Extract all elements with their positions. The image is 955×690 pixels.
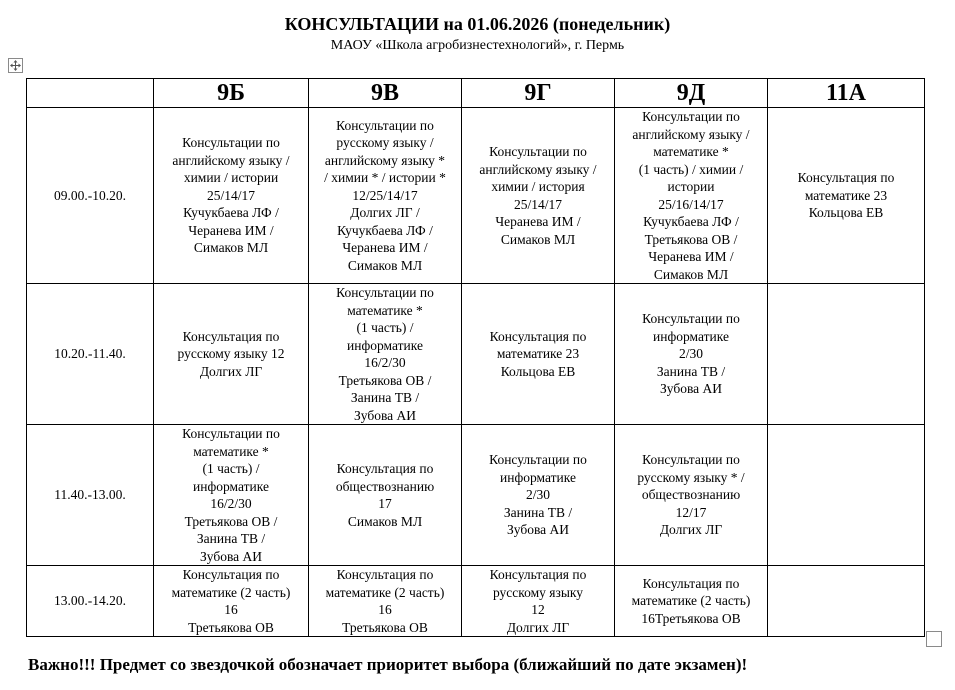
column-header-9g: 9Г	[462, 79, 615, 108]
table-cell: Консультации по математике * (1 часть) / информатике 16/2/30 Третьякова ОВ / Занина ТВ / Зубова АИ	[309, 284, 462, 425]
table-cell: Консультация по математике (2 часть) 16 Третьякова ОВ	[154, 566, 309, 637]
table-row	[27, 108, 925, 284]
table-row	[27, 425, 925, 566]
table-cell: Консультация по математике (2 часть) 16Третьякова ОВ	[615, 566, 768, 637]
table-header-row	[27, 79, 925, 108]
table-cell: Консультации по русскому языку * / обществознанию 12/17 Долгих ЛГ	[615, 425, 768, 566]
column-header-9d: 9Д	[615, 79, 768, 108]
table-cell: Консультации по английскому языку / химии / истории 25/14/17 Кучукбаева ЛФ / Черанева ИМ / Симаков МЛ	[154, 108, 309, 284]
table-cell	[768, 566, 925, 637]
consultation-schedule-table	[26, 78, 925, 637]
table-row	[27, 284, 925, 425]
table-cell: Консультации по математике * (1 часть) / информатике 16/2/30 Третьякова ОВ / Занина ТВ / Зубова АИ	[154, 425, 309, 566]
time-slot: 09.00.-10.20.	[27, 108, 154, 284]
time-slot: 13.00.-14.20.	[27, 566, 154, 637]
table-cell: Консультация по русскому языку 12 Долгих ЛГ	[462, 566, 615, 637]
table-cell: Консультации по английскому языку / математике * (1 часть) / химии / истории 25/16/14/17 Кучукбаева ЛФ / Третьякова ОВ / Черанева ИМ / Симаков МЛ	[615, 108, 768, 284]
table-row	[27, 566, 925, 637]
move-arrows-icon	[10, 60, 21, 71]
column-header-9v: 9В	[309, 79, 462, 108]
table-cell: Консультации по английскому языку / химии / история 25/14/17 Черанева ИМ / Симаков МЛ	[462, 108, 615, 284]
table-cell: Консультации по информатике 2/30 Занина ТВ / Зубова АИ	[462, 425, 615, 566]
column-header-9b: 9Б	[154, 79, 309, 108]
page-title: КОНСУЛЬТАЦИИ на 01.06.2026 (понедельник)	[284, 14, 671, 34]
table-move-handle[interactable]	[8, 58, 23, 73]
table-cell	[768, 284, 925, 425]
table-cell: Консультация по обществознанию 17 Симаков МЛ	[309, 425, 462, 566]
table-cell	[768, 425, 925, 566]
time-slot: 11.40.-13.00.	[27, 425, 154, 566]
page-subtitle: МАОУ «Школа агробизнестехнологий», г. Пермь	[330, 38, 625, 53]
table-cell: Консультации по информатике 2/30 Занина ТВ / Зубова АИ	[615, 284, 768, 425]
table-cell: Консультация по математике 23 Кольцова ЕВ	[462, 284, 615, 425]
column-header-11a: 11А	[768, 79, 925, 108]
important-note: Важно!!! Предмет со звездочкой обозначает приоритет выбора (ближайший по дате экзамен)!	[28, 655, 748, 674]
table-cell: Консультация по математике (2 часть) 16 Третьякова ОВ	[309, 566, 462, 637]
table-cell: Консультации по русскому языку / английскому языку * / химии * / истории * 12/25/14/17 Долгих ЛГ / Кучукбаева ЛФ / Черанева ИМ / Симаков МЛ	[309, 108, 462, 284]
table-resize-handle[interactable]	[926, 631, 942, 647]
column-header-empty	[27, 79, 154, 108]
table-cell: Консультация по русскому языку 12 Долгих ЛГ	[154, 284, 309, 425]
time-slot: 10.20.-11.40.	[27, 284, 154, 425]
table-cell: Консультация по математике 23 Кольцова ЕВ	[768, 108, 925, 284]
